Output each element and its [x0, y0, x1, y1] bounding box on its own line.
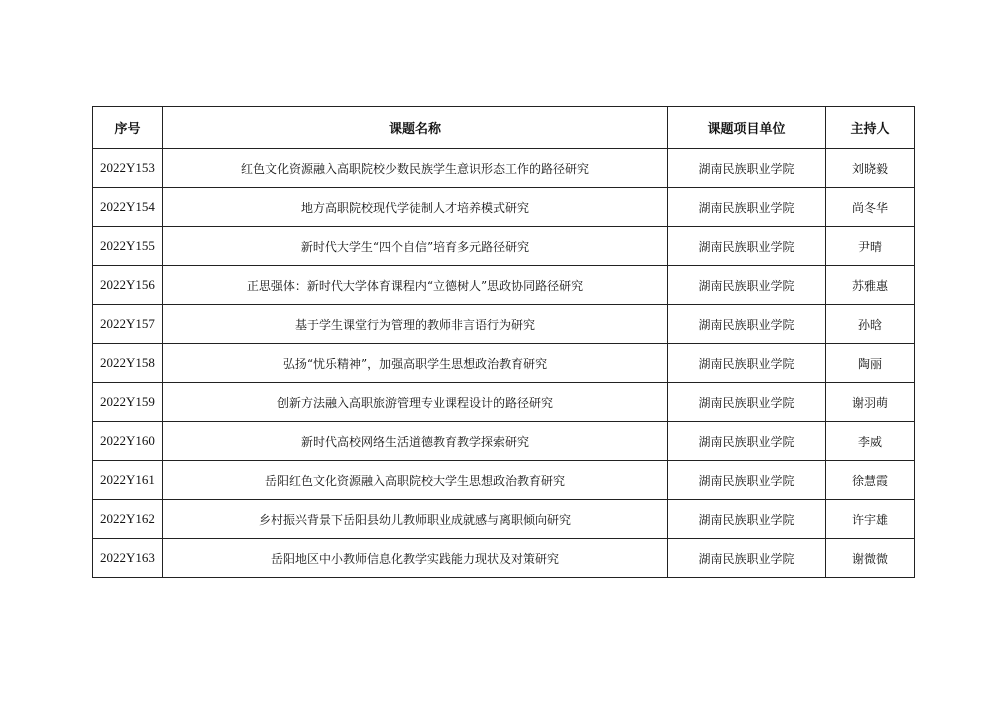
cell-unit: 湖南民族职业学院 — [668, 188, 826, 227]
cell-title: 岳阳红色文化资源融入高职院校大学生思想政治教育研究 — [163, 461, 668, 500]
cell-unit: 湖南民族职业学院 — [668, 227, 826, 266]
cell-host: 陶丽 — [826, 344, 915, 383]
cell-unit: 湖南民族职业学院 — [668, 305, 826, 344]
cell-host: 徐慧霞 — [826, 461, 915, 500]
cell-unit: 湖南民族职业学院 — [668, 461, 826, 500]
table-row — [93, 305, 915, 344]
table-body — [93, 149, 915, 578]
cell-title: 创新方法融入高职旅游管理专业课程设计的路径研究 — [163, 383, 668, 422]
cell-host: 李威 — [826, 422, 915, 461]
cell-serial: 2022Y155 — [93, 227, 163, 266]
cell-unit: 湖南民族职业学院 — [668, 500, 826, 539]
project-table — [92, 106, 915, 578]
cell-serial: 2022Y163 — [93, 539, 163, 578]
header-serial: 序号 — [93, 107, 163, 149]
table-row — [93, 227, 915, 266]
cell-title: 新时代高校网络生活道德教育教学探索研究 — [163, 422, 668, 461]
cell-unit: 湖南民族职业学院 — [668, 149, 826, 188]
cell-title: 地方高职院校现代学徒制人才培养模式研究 — [163, 188, 668, 227]
cell-title: 岳阳地区中小教师信息化教学实践能力现状及对策研究 — [163, 539, 668, 578]
cell-host: 刘晓毅 — [826, 149, 915, 188]
table-row — [93, 461, 915, 500]
header-title: 课题名称 — [163, 107, 668, 149]
cell-serial: 2022Y158 — [93, 344, 163, 383]
header-host: 主持人 — [826, 107, 915, 149]
cell-serial: 2022Y156 — [93, 266, 163, 305]
table-header-row — [93, 107, 915, 149]
cell-title: 新时代大学生“四个自信”培育多元路径研究 — [163, 227, 668, 266]
table-row — [93, 149, 915, 188]
cell-host: 苏雅惠 — [826, 266, 915, 305]
cell-serial: 2022Y153 — [93, 149, 163, 188]
cell-serial: 2022Y154 — [93, 188, 163, 227]
table-row — [93, 422, 915, 461]
cell-unit: 湖南民族职业学院 — [668, 383, 826, 422]
table-row — [93, 266, 915, 305]
cell-title: 弘扬“忧乐精神”，加强高职学生思想政治教育研究 — [163, 344, 668, 383]
header-unit: 课题项目单位 — [668, 107, 826, 149]
table-row — [93, 539, 915, 578]
cell-unit: 湖南民族职业学院 — [668, 266, 826, 305]
table-row — [93, 344, 915, 383]
cell-host: 孙晗 — [826, 305, 915, 344]
cell-title: 正思强体：新时代大学体育课程内“立德树人”思政协同路径研究 — [163, 266, 668, 305]
cell-serial: 2022Y159 — [93, 383, 163, 422]
cell-host: 尚冬华 — [826, 188, 915, 227]
cell-host: 许宇雄 — [826, 500, 915, 539]
cell-host: 谢羽萌 — [826, 383, 915, 422]
table-row — [93, 188, 915, 227]
project-table-container — [92, 106, 914, 578]
cell-unit: 湖南民族职业学院 — [668, 422, 826, 461]
table-row — [93, 500, 915, 539]
cell-unit: 湖南民族职业学院 — [668, 344, 826, 383]
cell-serial: 2022Y162 — [93, 500, 163, 539]
cell-serial: 2022Y160 — [93, 422, 163, 461]
cell-title: 红色文化资源融入高职院校少数民族学生意识形态工作的路径研究 — [163, 149, 668, 188]
cell-serial: 2022Y161 — [93, 461, 163, 500]
cell-serial: 2022Y157 — [93, 305, 163, 344]
cell-title: 基于学生课堂行为管理的教师非言语行为研究 — [163, 305, 668, 344]
cell-unit: 湖南民族职业学院 — [668, 539, 826, 578]
cell-host: 尹晴 — [826, 227, 915, 266]
cell-title: 乡村振兴背景下岳阳县幼儿教师职业成就感与离职倾向研究 — [163, 500, 668, 539]
table-row — [93, 383, 915, 422]
cell-host: 谢微微 — [826, 539, 915, 578]
